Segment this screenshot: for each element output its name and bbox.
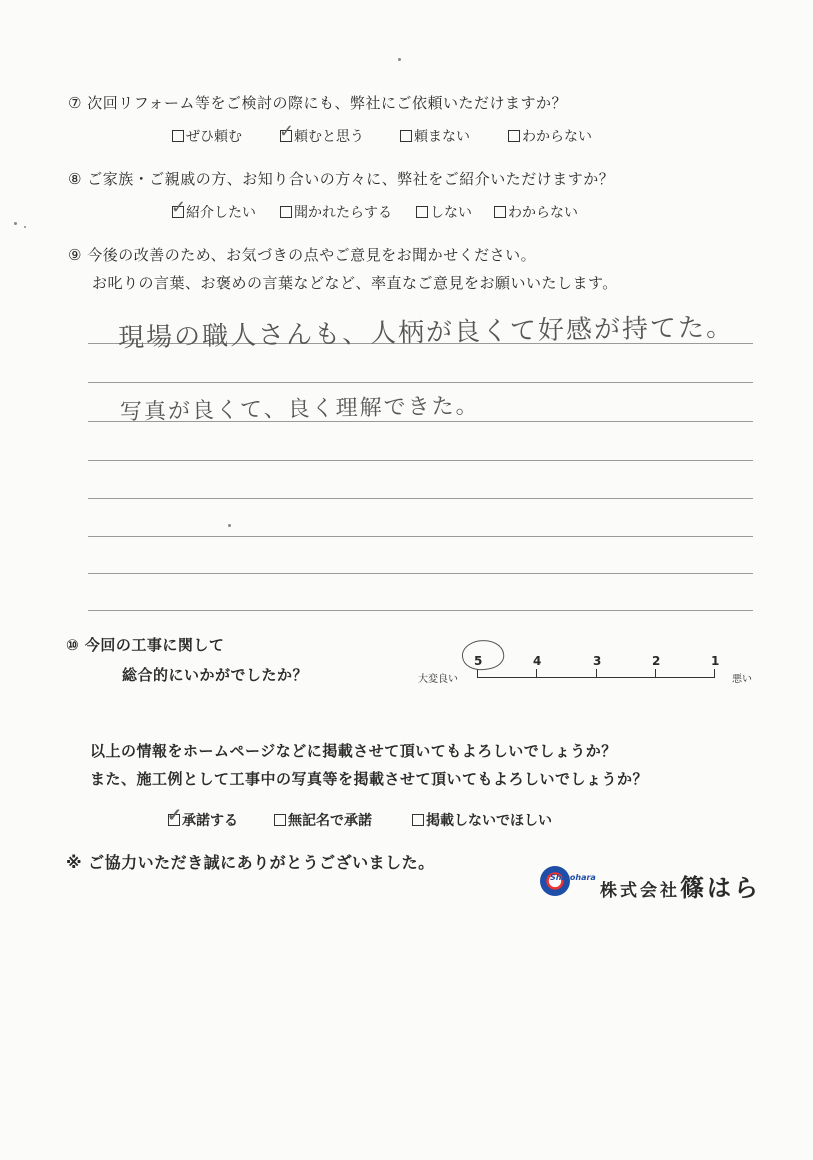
checkbox-checked[interactable] <box>279 121 295 142</box>
q7-question: ⑦ 次回リフォーム等をご検討の際にも、弊社にご依頼いただけますか？ <box>68 94 567 112</box>
checkbox[interactable] <box>172 130 184 142</box>
checkbox[interactable] <box>416 206 428 218</box>
scale-option-4[interactable]: 4 <box>533 654 542 668</box>
thanks-message: ※ ご協力いただき誠にありがとうございました。 <box>66 853 435 872</box>
q7-option-2[interactable]: ✓ 頼むと思う <box>279 121 364 145</box>
scan-dot <box>398 58 401 61</box>
checkbox[interactable] <box>280 206 292 218</box>
scale-option-5[interactable]: 5 <box>474 654 483 668</box>
answer-line <box>88 382 753 383</box>
q8-question: ⑧ ご家族・ご親戚の方、お知り合いの方々に、弊社をご紹介いただけますか？ <box>68 170 615 188</box>
scale-option-3[interactable]: 3 <box>593 654 602 668</box>
publish-option-3[interactable]: 掲載しないでほしい <box>412 810 552 830</box>
answer-line <box>88 460 753 461</box>
check-mark-icon: ✓ <box>171 197 187 218</box>
answer-line <box>88 498 753 499</box>
selected-rating-circle <box>460 637 506 673</box>
checkbox[interactable] <box>412 814 424 826</box>
handwritten-answer-1: 現場の職人さんも、人柄が良くて好感が持てた。 <box>117 312 735 354</box>
publish-question-2: また、施工例として工事中の写真等を掲載させて頂いてもよろしいでしょうか？ <box>90 770 649 788</box>
publish-option-2[interactable]: 無記名で承諾 <box>274 810 372 830</box>
q7-option-1[interactable]: ぜひ頼む <box>172 126 242 146</box>
scale-label-bad: 悪い <box>732 674 752 685</box>
checkbox[interactable] <box>400 130 412 142</box>
check-mark-icon: ✓ <box>279 121 295 142</box>
q10-question-sub: 総合的にいかがでしたか？ <box>122 666 309 684</box>
q10-question: ⑩ 今回の工事に関して <box>66 636 225 654</box>
checkbox-checked[interactable] <box>167 805 183 826</box>
checkbox[interactable] <box>508 130 520 142</box>
scale-tick <box>536 669 537 678</box>
scale-tick <box>714 669 715 678</box>
answer-line <box>88 610 753 611</box>
q9-question: ⑨ 今後の改善のため、お気づきの点やご意見をお聞かせください。 <box>68 246 537 264</box>
publish-option-1[interactable]: ✓ 承諾する <box>167 805 238 829</box>
scan-dot <box>14 222 17 225</box>
answer-line <box>88 536 753 537</box>
checkbox-checked[interactable] <box>171 197 187 218</box>
publish-question-1: 以上の情報をホームページなどに掲載させて頂いてもよろしいでしょうか？ <box>90 742 617 760</box>
company-name: 株式会社篠はら <box>600 873 761 902</box>
handwritten-answer-2: 写真が良くて、良く理解できた。 <box>119 393 480 426</box>
scale-option-1[interactable]: 1 <box>711 654 720 668</box>
scan-dot <box>228 524 231 527</box>
scan-dot <box>24 226 26 228</box>
q7-option-4[interactable]: わからない <box>508 126 592 146</box>
q9-question-sub: お叱りの言葉、お褒めの言葉などなど、率直なご意見をお願いいたします。 <box>92 274 618 292</box>
answer-line <box>88 573 753 574</box>
scale-tick <box>655 669 656 678</box>
q8-option-4[interactable]: わからない <box>494 202 578 222</box>
q8-option-2[interactable]: 聞かれたらする <box>280 202 392 222</box>
scale-option-2[interactable]: 2 <box>652 654 661 668</box>
scale-tick <box>477 669 478 678</box>
scale-tick <box>596 669 597 678</box>
checkbox[interactable] <box>494 206 506 218</box>
q8-option-3[interactable]: しない <box>416 202 472 222</box>
checkbox[interactable] <box>274 814 286 826</box>
q7-option-3[interactable]: 頼まない <box>400 126 470 146</box>
q8-option-1[interactable]: ✓ 紹介したい <box>171 197 256 221</box>
company-logo-text: Shinohara <box>550 873 596 882</box>
scale-label-good: 大変良い <box>418 674 458 685</box>
check-mark-icon: ✓ <box>167 805 183 826</box>
